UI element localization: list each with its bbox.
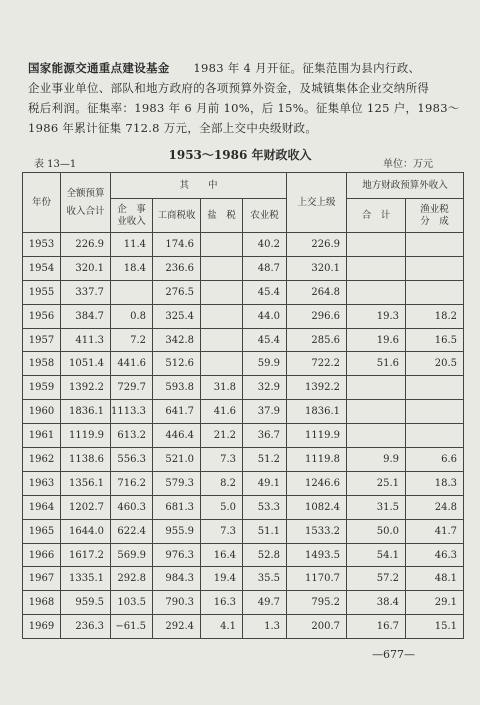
cell-agri: 49.1 [243,471,287,495]
cell-remit: 1170.7 [287,567,347,591]
cell-enterprise: 729.7 [111,376,153,400]
table-row [23,352,464,376]
cell-remit: 1533.2 [287,519,347,543]
header-total-line2: 收入合计 [66,205,105,217]
cell-fishery: 41.7 [406,519,464,543]
cell-year: 1968 [23,591,61,615]
cell-fishery [406,256,464,280]
header-agri-tax: 农业税 [243,199,287,233]
cell-salt [201,352,243,376]
cell-enterprise: 556.3 [111,448,153,472]
cell-salt: 7.3 [201,519,243,543]
cell-sum: 54.1 [347,543,406,567]
cell-industrial: 236.6 [153,256,201,280]
cell-total: 1138.6 [61,448,111,472]
cell-salt: 8.2 [201,471,243,495]
paragraph-line-4: 1986 年累计征集 712.8 万元，全部上交中央级财政。 [28,121,318,135]
paragraph-line-1-text: 1983 年 4 月开征。征集范围为县内行政、 [193,61,421,75]
cell-salt: 7.3 [201,448,243,472]
cell-fishery: 20.5 [406,352,464,376]
cell-agri: 45.4 [243,328,287,352]
cell-industrial: 641.7 [153,400,201,424]
cell-enterprise: 103.5 [111,591,153,615]
cell-agri: 52.8 [243,543,287,567]
cell-sum: 9.9 [347,448,406,472]
table-row [23,400,464,424]
paragraph-line-3: 税后利润。征集率：1983 年 6 月前 10%，后 15%。征集单位 125 户，1983～ [28,101,460,115]
header-salt-tax: 盐 税 [201,199,243,233]
header-total [61,173,111,233]
cell-total: 1617.2 [61,543,111,567]
header-fishery [406,199,464,233]
cell-remit: 320.1 [287,256,347,280]
cell-year: 1958 [23,352,61,376]
cell-salt [201,233,243,257]
table-number: 表 13—1 [34,159,77,170]
cell-industrial: 984.3 [153,567,201,591]
cell-year: 1969 [23,615,61,639]
cell-sum [347,400,406,424]
cell-enterprise: 569.9 [111,543,153,567]
table-row [23,256,464,280]
table-body [23,233,464,639]
cell-industrial: 681.3 [153,495,201,519]
table-unit: 单位：万元 [383,159,433,170]
cell-remit: 264.8 [287,280,347,304]
cell-total: 1202.7 [61,495,111,519]
cell-industrial: 593.8 [153,376,201,400]
cell-industrial: 521.0 [153,448,201,472]
table-row [23,376,464,400]
table-row [23,591,464,615]
cell-agri: 36.7 [243,424,287,448]
header-industrial-tax: 工商税收 [153,199,201,233]
cell-fishery: 16.5 [406,328,464,352]
cell-sum: 25.1 [347,471,406,495]
cell-salt: 5.0 [201,495,243,519]
paragraph-heading: 国家能源交通重点建设基金 [28,61,170,75]
cell-fishery [406,376,464,400]
cell-remit: 1836.1 [287,400,347,424]
cell-year: 1961 [23,424,61,448]
cell-year: 1959 [23,376,61,400]
cell-fishery: 46.3 [406,543,464,567]
cell-fishery: 24.8 [406,495,464,519]
cell-fishery [406,280,464,304]
header-enterprise [111,199,153,233]
cell-total: 1119.9 [61,424,111,448]
cell-total: 1356.1 [61,471,111,495]
cell-year: 1964 [23,495,61,519]
cell-salt: 16.4 [201,543,243,567]
cell-enterprise: 292.8 [111,567,153,591]
cell-enterprise [111,280,153,304]
cell-agri: 32.9 [243,376,287,400]
cell-remit: 200.7 [287,615,347,639]
cell-remit: 1246.6 [287,471,347,495]
cell-year: 1956 [23,304,61,328]
cell-enterprise: 441.6 [111,352,153,376]
cell-salt: 21.2 [201,424,243,448]
cell-enterprise: 460.3 [111,495,153,519]
cell-sum: 31.5 [347,495,406,519]
cell-enterprise: 716.2 [111,471,153,495]
cell-industrial: 976.3 [153,543,201,567]
cell-remit: 795.2 [287,591,347,615]
cell-total: 226.9 [61,233,111,257]
cell-remit: 1119.8 [287,448,347,472]
cell-year: 1960 [23,400,61,424]
table-row [23,280,464,304]
cell-agri: 45.4 [243,280,287,304]
cell-fishery: 48.1 [406,567,464,591]
cell-fishery: 29.1 [406,591,464,615]
cell-salt: 31.8 [201,376,243,400]
cell-total: 320.1 [61,256,111,280]
cell-enterprise: 0.8 [111,304,153,328]
cell-remit: 1392.2 [287,376,347,400]
table-row [23,328,464,352]
cell-year: 1953 [23,233,61,257]
table-row [23,448,464,472]
cell-salt: 41.6 [201,400,243,424]
cell-salt: 16.3 [201,591,243,615]
cell-remit: 1082.4 [287,495,347,519]
table-row [23,543,464,567]
cell-sum: 51.6 [347,352,406,376]
cell-total: 1392.2 [61,376,111,400]
cell-year: 1957 [23,328,61,352]
cell-agri: 37.9 [243,400,287,424]
cell-sum [347,376,406,400]
table-row [23,304,464,328]
cell-sum: 19.6 [347,328,406,352]
cell-sum: 16.7 [347,615,406,639]
cell-enterprise: 613.2 [111,424,153,448]
cell-total: 337.7 [61,280,111,304]
cell-year: 1954 [23,256,61,280]
cell-enterprise: 11.4 [111,233,153,257]
cell-agri: 44.0 [243,304,287,328]
table-row [23,495,464,519]
cell-total: 1051.4 [61,352,111,376]
cell-fishery [406,424,464,448]
cell-total: 236.3 [61,615,111,639]
cell-agri: 48.7 [243,256,287,280]
cell-industrial: 579.3 [153,471,201,495]
cell-industrial: 292.4 [153,615,201,639]
header-local-extra: 地方财政预算外收入 [347,173,464,199]
header-fishery-line1: 渔业税 [420,203,449,215]
cell-remit: 1119.9 [287,424,347,448]
cell-remit: 1493.5 [287,543,347,567]
cell-agri: 35.5 [243,567,287,591]
header-year: 年份 [23,173,61,233]
intro-paragraph [28,58,460,138]
table-row [23,567,464,591]
cell-total: 1644.0 [61,519,111,543]
cell-agri: 40.2 [243,233,287,257]
cell-salt [201,280,243,304]
cell-year: 1955 [23,280,61,304]
cell-sum [347,256,406,280]
header-sum: 合 计 [347,199,406,233]
table-row [23,615,464,639]
cell-fishery [406,233,464,257]
cell-fishery: 18.3 [406,471,464,495]
cell-fishery: 18.2 [406,304,464,328]
cell-total: 1335.1 [61,567,111,591]
cell-fishery [406,400,464,424]
cell-total: 411.3 [61,328,111,352]
cell-sum [347,280,406,304]
cell-industrial: 512.6 [153,352,201,376]
cell-agri: 51.2 [243,448,287,472]
cell-enterprise: 1113.3 [111,400,153,424]
header-enterprise-line1: 企 事 [117,203,146,215]
cell-industrial: 325.4 [153,304,201,328]
cell-sum [347,233,406,257]
cell-year: 1965 [23,519,61,543]
cell-salt [201,256,243,280]
fiscal-revenue-table [22,172,464,639]
table-row [23,519,464,543]
cell-agri: 1.3 [243,615,287,639]
cell-agri: 53.3 [243,495,287,519]
paragraph-line-1 [28,58,452,78]
cell-year: 1967 [23,567,61,591]
cell-salt [201,304,243,328]
cell-year: 1966 [23,543,61,567]
cell-sum: 50.0 [347,519,406,543]
cell-industrial: 174.6 [153,233,201,257]
table-header [23,173,464,233]
cell-industrial: 276.5 [153,280,201,304]
cell-remit: 285.6 [287,328,347,352]
table-row [23,471,464,495]
cell-remit: 226.9 [287,233,347,257]
header-among: 其 中 [111,173,287,199]
cell-remit: 296.6 [287,304,347,328]
cell-enterprise: −61.5 [111,615,153,639]
cell-enterprise: 7.2 [111,328,153,352]
cell-year: 1963 [23,471,61,495]
cell-fishery: 6.6 [406,448,464,472]
cell-total: 959.5 [61,591,111,615]
cell-sum: 19.3 [347,304,406,328]
paragraph-line-2: 企业事业单位、部队和地方政府的各项预算外资金，及城镇集体企业交纳所得 [28,81,430,95]
cell-industrial: 790.3 [153,591,201,615]
cell-sum: 57.2 [347,567,406,591]
cell-total: 384.7 [61,304,111,328]
cell-industrial: 446.4 [153,424,201,448]
cell-salt: 4.1 [201,615,243,639]
header-enterprise-line2: 业收入 [117,215,146,227]
cell-fishery: 15.1 [406,615,464,639]
cell-industrial: 342.8 [153,328,201,352]
cell-agri: 49.7 [243,591,287,615]
cell-enterprise: 18.4 [111,256,153,280]
cell-sum [347,424,406,448]
cell-salt [201,328,243,352]
cell-industrial: 955.9 [153,519,201,543]
table-row [23,233,464,257]
cell-agri: 59.9 [243,352,287,376]
header-fishery-line2: 分 成 [420,215,449,227]
cell-remit: 722.2 [287,352,347,376]
table-row [23,424,464,448]
cell-agri: 51.1 [243,519,287,543]
header-remit: 上交上级 [287,173,347,233]
cell-salt: 19.4 [201,567,243,591]
table-title: 1953～1986 年财政收入 [168,148,312,162]
cell-enterprise: 622.4 [111,519,153,543]
page-number: —677— [372,648,415,661]
cell-year: 1962 [23,448,61,472]
cell-total: 1836.1 [61,400,111,424]
cell-sum: 38.4 [347,591,406,615]
header-total-line1: 全额预算 [66,187,105,199]
